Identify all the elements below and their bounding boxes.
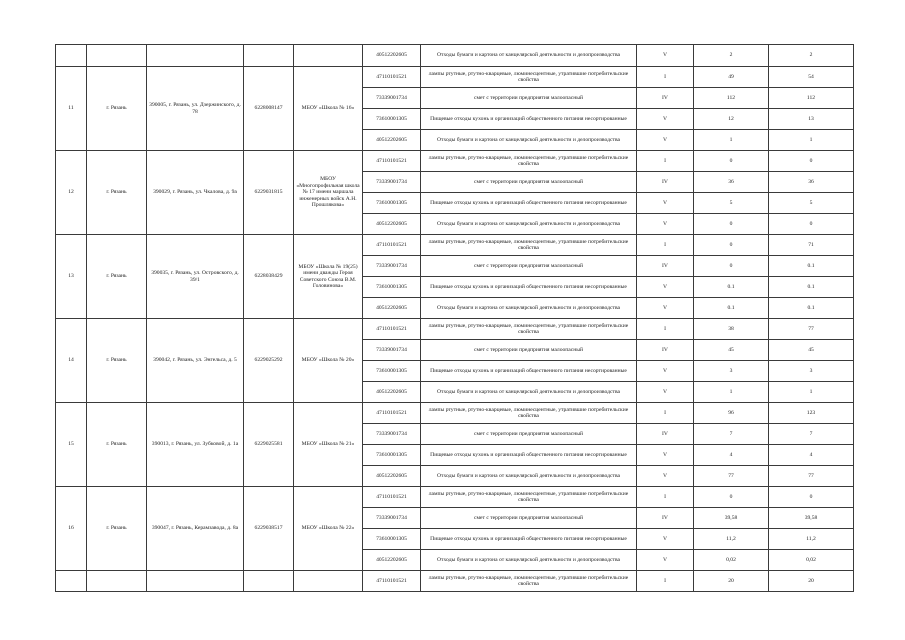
- waste-name-cell: смет с территории предприятия малоопасный: [421, 172, 637, 193]
- volume-cell: 0.1: [769, 256, 854, 277]
- volume-cell: 2: [769, 45, 854, 67]
- waste-name-cell: Пищевые отходы кухонь и организаций общественного питания несортированные: [421, 193, 637, 214]
- waste-name-cell: лампы ртутные, ртутно-кварцевые, люминесцентные, утратившие потребительские свойства: [421, 571, 637, 592]
- volume-cell: 11,2: [694, 529, 769, 550]
- waste-code-cell: 40512202605: [363, 130, 421, 151]
- hazard-class-cell: V: [637, 550, 694, 571]
- waste-name-cell: Пищевые отходы кухонь и организаций общественного питания несортированные: [421, 445, 637, 466]
- waste-code-cell: 47110101521: [363, 403, 421, 424]
- waste-code-cell: 40512202605: [363, 466, 421, 487]
- volume-cell: 0: [769, 151, 854, 172]
- waste-code-cell: 47110101521: [363, 571, 421, 592]
- volume-cell: 7: [769, 424, 854, 445]
- volume-cell: 0: [769, 214, 854, 235]
- waste-name-cell: Отходы бумаги и картона от канцелярской деятельности и делопроизводства: [421, 550, 637, 571]
- waste-code-cell: 73610001305: [363, 529, 421, 550]
- waste-name-cell: лампы ртутные, ртутно-кварцевые, люминесцентные, утратившие потребительские свойства: [421, 319, 637, 340]
- volume-cell: 5: [694, 193, 769, 214]
- volume-cell: 0: [769, 487, 854, 508]
- waste-code-cell: 47110101521: [363, 235, 421, 256]
- city-cell: г. Рязань: [87, 487, 147, 571]
- volume-cell: 96: [694, 403, 769, 424]
- hazard-class-cell: V: [637, 466, 694, 487]
- volume-cell: 77: [769, 466, 854, 487]
- city-cell: г. Рязань: [87, 151, 147, 235]
- waste-table: [55, 44, 854, 592]
- hazard-class-cell: V: [637, 109, 694, 130]
- table-row: [56, 571, 854, 592]
- volume-cell: 11,2: [769, 529, 854, 550]
- waste-code-cell: 73339001734: [363, 172, 421, 193]
- waste-code-cell: 40512202605: [363, 550, 421, 571]
- volume-cell: 13: [769, 109, 854, 130]
- empty-cell: [87, 45, 147, 67]
- waste-code-cell: 47110101521: [363, 67, 421, 88]
- inn-cell: 6228008147: [244, 67, 294, 151]
- row-number-cell: 13: [56, 235, 87, 319]
- waste-code-cell: 73339001734: [363, 340, 421, 361]
- waste-name-cell: смет с территории предприятия малоопасный: [421, 340, 637, 361]
- waste-code-cell: 40512202605: [363, 214, 421, 235]
- row-number-cell: 11: [56, 67, 87, 151]
- organization-cell: МБОУ «Школа № 22»: [294, 487, 363, 571]
- hazard-class-cell: IV: [637, 256, 694, 277]
- address-cell: 390047, г. Рязань, Керамзавода, д. 8а: [147, 487, 244, 571]
- hazard-class-cell: V: [637, 445, 694, 466]
- hazard-class-cell: V: [637, 277, 694, 298]
- volume-cell: 3: [694, 361, 769, 382]
- volume-cell: 0: [694, 256, 769, 277]
- volume-cell: 1: [769, 382, 854, 403]
- address-cell: 390013, г. Рязань, ул. Зубковой, д. 1а: [147, 403, 244, 487]
- inn-cell: 6228038429: [244, 235, 294, 319]
- hazard-class-cell: I: [637, 403, 694, 424]
- hazard-class-cell: I: [637, 487, 694, 508]
- empty-cell: [294, 45, 363, 67]
- table-row: [56, 67, 854, 88]
- empty-cell: [147, 45, 244, 67]
- waste-code-cell: 73610001305: [363, 193, 421, 214]
- inn-cell: 6229031815: [244, 151, 294, 235]
- hazard-class-cell: V: [637, 214, 694, 235]
- hazard-class-cell: I: [637, 67, 694, 88]
- empty-cell: [294, 571, 363, 592]
- empty-cell: [244, 571, 294, 592]
- volume-cell: 71: [769, 235, 854, 256]
- empty-cell: [56, 45, 87, 67]
- waste-code-cell: 73610001305: [363, 277, 421, 298]
- hazard-class-cell: IV: [637, 424, 694, 445]
- waste-code-cell: 47110101521: [363, 487, 421, 508]
- hazard-class-cell: V: [637, 382, 694, 403]
- hazard-class-cell: V: [637, 193, 694, 214]
- address-cell: 390042, г. Рязань, ул. Энгельса, д. 5: [147, 319, 244, 403]
- hazard-class-cell: IV: [637, 508, 694, 529]
- row-number-cell: 14: [56, 319, 87, 403]
- waste-name-cell: смет с территории предприятия малоопасный: [421, 508, 637, 529]
- row-number-cell: 15: [56, 403, 87, 487]
- volume-cell: 77: [694, 466, 769, 487]
- empty-cell: [87, 571, 147, 592]
- organization-cell: МБОУ «Школа № 16»: [294, 67, 363, 151]
- volume-cell: 1: [769, 130, 854, 151]
- volume-cell: 0: [694, 214, 769, 235]
- volume-cell: 112: [694, 88, 769, 109]
- volume-cell: 49: [694, 67, 769, 88]
- volume-cell: 0,02: [769, 550, 854, 571]
- empty-cell: [244, 45, 294, 67]
- volume-cell: 45: [694, 340, 769, 361]
- hazard-class-cell: I: [637, 235, 694, 256]
- inn-cell: 6229025581: [244, 403, 294, 487]
- inn-cell: 6229038517: [244, 487, 294, 571]
- volume-cell: 0: [694, 487, 769, 508]
- volume-cell: 38: [694, 319, 769, 340]
- waste-code-cell: 47110101521: [363, 151, 421, 172]
- volume-cell: 7: [694, 424, 769, 445]
- waste-code-cell: 47110101521: [363, 319, 421, 340]
- volume-cell: 39,58: [769, 508, 854, 529]
- volume-cell: 4: [769, 445, 854, 466]
- hazard-class-cell: I: [637, 571, 694, 592]
- organization-cell: МБОУ «Школа № 21»: [294, 403, 363, 487]
- hazard-class-cell: I: [637, 319, 694, 340]
- hazard-class-cell: V: [637, 130, 694, 151]
- waste-code-cell: 73339001734: [363, 508, 421, 529]
- hazard-class-cell: IV: [637, 340, 694, 361]
- waste-code-cell: 73339001734: [363, 424, 421, 445]
- waste-code-cell: 73610001305: [363, 445, 421, 466]
- volume-cell: 20: [769, 571, 854, 592]
- volume-cell: 0.1: [769, 298, 854, 319]
- hazard-class-cell: IV: [637, 88, 694, 109]
- row-number-cell: 12: [56, 151, 87, 235]
- hazard-class-cell: IV: [637, 172, 694, 193]
- volume-cell: 12: [694, 109, 769, 130]
- hazard-class-cell: I: [637, 151, 694, 172]
- waste-code-cell: 73610001305: [363, 109, 421, 130]
- volume-cell: 54: [769, 67, 854, 88]
- volume-cell: 2: [694, 45, 769, 67]
- row-number-cell: 16: [56, 487, 87, 571]
- hazard-class-cell: V: [637, 45, 694, 67]
- organization-cell: МБОУ «Школа № 20»: [294, 319, 363, 403]
- volume-cell: 0.1: [694, 298, 769, 319]
- volume-cell: 0.1: [694, 277, 769, 298]
- waste-name-cell: лампы ртутные, ртутно-кварцевые, люминесцентные, утратившие потребительские свойства: [421, 151, 637, 172]
- organization-cell: МБОУ «Многопрофильная школа № 17 имени маршала инженерных войск А.Н. Прошлякова»: [294, 151, 363, 235]
- waste-code-cell: 73339001734: [363, 88, 421, 109]
- waste-name-cell: Пищевые отходы кухонь и организаций общественного питания несортированные: [421, 529, 637, 550]
- organization-cell: МБОУ «Школа № 19(25) имени дважды Героя Советского Союза В.М. Головинова»: [294, 235, 363, 319]
- address-cell: 390035, г. Рязань, ул. Островского, д. 39/1: [147, 235, 244, 319]
- hazard-class-cell: V: [637, 361, 694, 382]
- volume-cell: 112: [769, 88, 854, 109]
- waste-name-cell: Пищевые отходы кухонь и организаций общественного питания несортированные: [421, 109, 637, 130]
- volume-cell: 5: [769, 193, 854, 214]
- volume-cell: 0,02: [694, 550, 769, 571]
- table-row: [56, 487, 854, 508]
- waste-code-cell: 40512202605: [363, 298, 421, 319]
- inn-cell: 6229025292: [244, 319, 294, 403]
- volume-cell: 77: [769, 319, 854, 340]
- address-cell: 390029, г. Рязань, ул. Чкалова, д. 9а: [147, 151, 244, 235]
- volume-cell: 4: [694, 445, 769, 466]
- table-row: [56, 235, 854, 256]
- table-row: [56, 151, 854, 172]
- waste-code-cell: 40512202605: [363, 45, 421, 67]
- waste-name-cell: Отходы бумаги и картона от канцелярской деятельности и делопроизводства: [421, 298, 637, 319]
- waste-name-cell: смет с территории предприятия малоопасный: [421, 88, 637, 109]
- volume-cell: 0.1: [769, 277, 854, 298]
- hazard-class-cell: V: [637, 298, 694, 319]
- waste-code-cell: 40512202605: [363, 382, 421, 403]
- volume-cell: 45: [769, 340, 854, 361]
- waste-name-cell: смет с территории предприятия малоопасный: [421, 424, 637, 445]
- volume-cell: 0: [694, 151, 769, 172]
- waste-name-cell: лампы ртутные, ртутно-кварцевые, люминесцентные, утратившие потребительские свойства: [421, 67, 637, 88]
- city-cell: г. Рязань: [87, 67, 147, 151]
- volume-cell: 0: [694, 235, 769, 256]
- empty-cell: [56, 571, 87, 592]
- city-cell: г. Рязань: [87, 235, 147, 319]
- table-row: [56, 403, 854, 424]
- city-cell: г. Рязань: [87, 319, 147, 403]
- empty-cell: [147, 571, 244, 592]
- waste-name-cell: Отходы бумаги и картона от канцелярской деятельности и делопроизводства: [421, 466, 637, 487]
- waste-name-cell: лампы ртутные, ртутно-кварцевые, люминесцентные, утратившие потребительские свойства: [421, 487, 637, 508]
- volume-cell: 39,58: [694, 508, 769, 529]
- volume-cell: 36: [769, 172, 854, 193]
- address-cell: 390005, г. Рязань, ул. Дзержинского, д. 78: [147, 67, 244, 151]
- waste-code-cell: 73610001305: [363, 361, 421, 382]
- city-cell: г. Рязань: [87, 403, 147, 487]
- waste-name-cell: смет с территории предприятия малоопасный: [421, 256, 637, 277]
- table-row: [56, 319, 854, 340]
- volume-cell: 3: [769, 361, 854, 382]
- volume-cell: 1: [694, 382, 769, 403]
- volume-cell: 1: [694, 130, 769, 151]
- waste-name-cell: Отходы бумаги и картона от канцелярской деятельности и делопроизводства: [421, 130, 637, 151]
- waste-code-cell: 73339001734: [363, 256, 421, 277]
- volume-cell: 36: [694, 172, 769, 193]
- waste-name-cell: лампы ртутные, ртутно-кварцевые, люминесцентные, утратившие потребительские свойства: [421, 235, 637, 256]
- table-body: [56, 45, 854, 592]
- volume-cell: 123: [769, 403, 854, 424]
- volume-cell: 20: [694, 571, 769, 592]
- table-row: [56, 45, 854, 67]
- waste-name-cell: Отходы бумаги и картона от канцелярской деятельности и делопроизводства: [421, 382, 637, 403]
- waste-name-cell: Пищевые отходы кухонь и организаций общественного питания несортированные: [421, 361, 637, 382]
- hazard-class-cell: V: [637, 529, 694, 550]
- waste-name-cell: Отходы бумаги и картона от канцелярской деятельности и делопроизводства: [421, 214, 637, 235]
- waste-name-cell: Отходы бумаги и картона от канцелярской деятельности и делопроизводства: [421, 45, 637, 67]
- waste-name-cell: лампы ртутные, ртутно-кварцевые, люминесцентные, утратившие потребительские свойства: [421, 403, 637, 424]
- waste-name-cell: Пищевые отходы кухонь и организаций общественного питания несортированные: [421, 277, 637, 298]
